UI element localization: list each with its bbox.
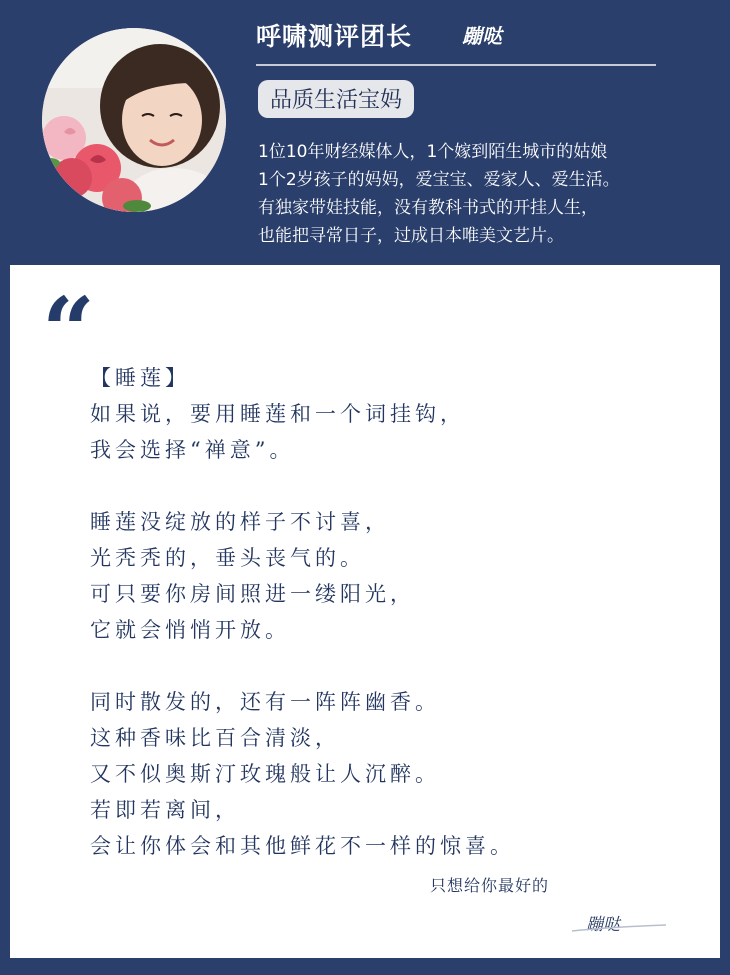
- poem-line: 如果说，要用睡莲和一个词挂钩，: [90, 402, 465, 426]
- poem-line: 它就会悄悄开放。: [90, 618, 290, 642]
- poem-line: 同时散发的，还有一阵阵幽香。: [90, 690, 440, 714]
- role-title: 呼啸测评团长: [256, 22, 413, 51]
- stanza-gap: [90, 468, 515, 504]
- profile-header: [0, 0, 730, 265]
- poem-line: 光秃秃的，垂头丧气的。: [90, 546, 365, 570]
- poem-line: 可只要你房间照进一缕阳光，: [90, 582, 415, 606]
- poem-title: 【睡莲】: [90, 366, 190, 390]
- bio-line: 1位10年财经媒体人，1个嫁到陌生城市的姑娘: [258, 142, 608, 162]
- poem-line: 若即若离间，: [90, 798, 240, 822]
- avatar: [42, 28, 226, 212]
- author-name: 蹦哒: [462, 24, 502, 48]
- avatar-photo: [42, 28, 226, 212]
- quote-mark-icon: “: [42, 277, 95, 385]
- profile-tag: 品质生活宝妈: [258, 80, 414, 118]
- signature-note: 只想给你最好的: [430, 876, 550, 895]
- bio-line: 也能把寻常日子，过成日本唯美文艺片。: [258, 226, 564, 246]
- poem-line: 会让你体会和其他鲜花不一样的惊喜。: [90, 834, 515, 858]
- bio-line: 1个2岁孩子的妈妈，爱宝宝、爱家人、爱生活。: [258, 170, 620, 190]
- header-divider: [256, 64, 656, 66]
- poem-line: 这种香味比百合清淡，: [90, 726, 340, 750]
- poem-text: [90, 360, 515, 864]
- quote-card: [10, 265, 720, 958]
- bio-line: 有独家带娃技能，没有教科书式的开挂人生，: [258, 198, 598, 218]
- poem-line: 我会选择“禅意”。: [90, 438, 295, 462]
- stanza-gap: [90, 648, 515, 684]
- poem-line: 又不似奥斯汀玫瑰般让人沉醉。: [90, 762, 440, 786]
- signature-name: 蹦哒: [586, 915, 620, 935]
- signature-underline: [570, 905, 670, 935]
- poem-line: 睡莲没绽放的样子不讨喜，: [90, 510, 390, 534]
- bio-text: [258, 138, 718, 250]
